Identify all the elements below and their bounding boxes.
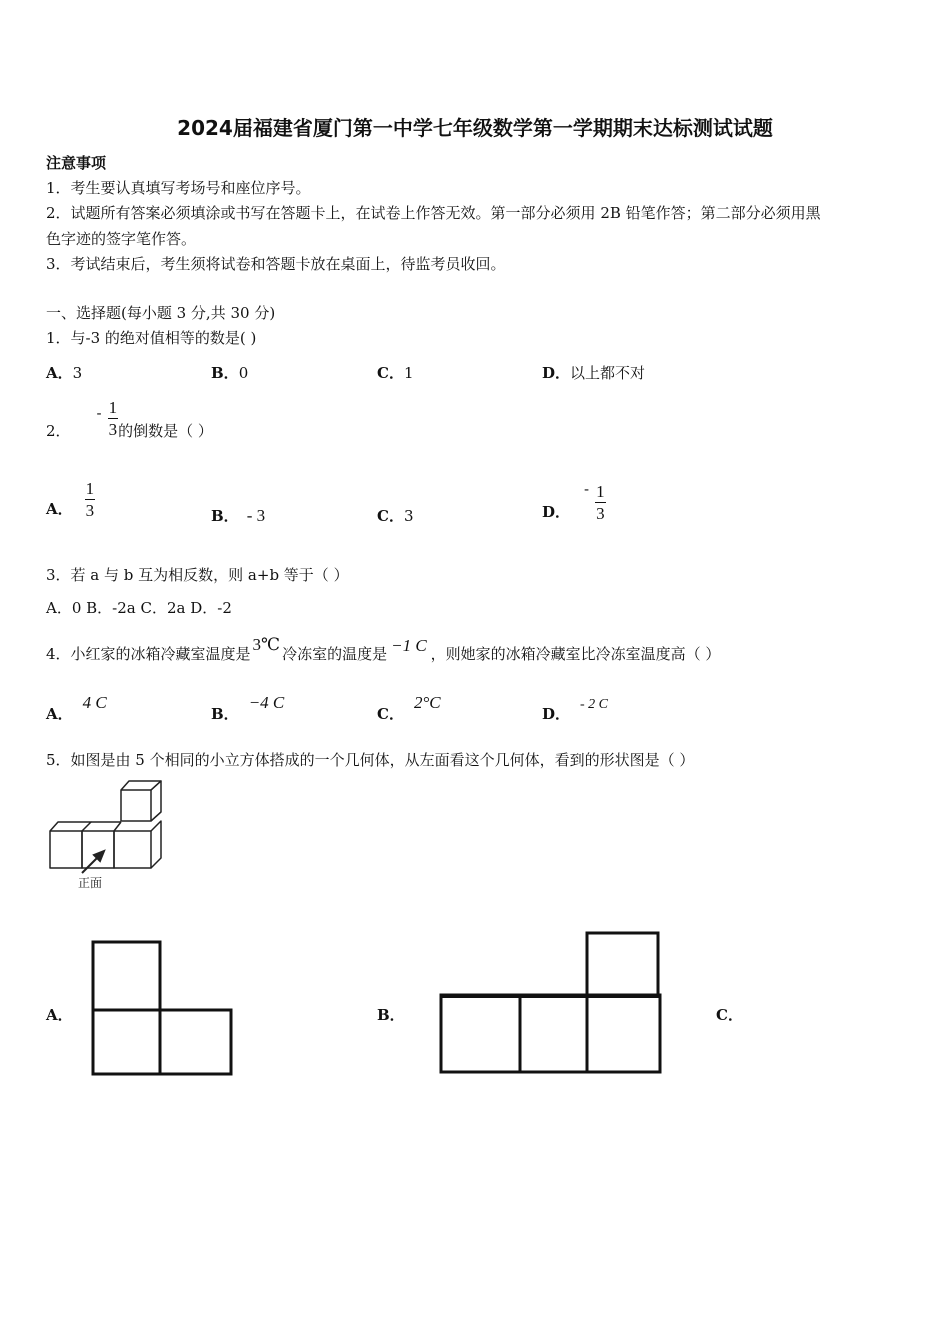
q2-option-b: B． - 3 (211, 506, 266, 525)
q2-option-c: C．3 (377, 507, 414, 525)
q5-option-c-label: C． (716, 1006, 743, 1024)
q4-option-d: D．- 2 C (542, 697, 609, 723)
notice-item-2: 2．试题所有答案必须填涂或书写在答题卡上，在试卷上作答无效。第一部分必须用 2B 铅笔作答；第二部分必须用黑 (46, 204, 821, 222)
q1-option-d: D．以上都不对 (542, 364, 646, 382)
q4-option-a: A．4 C (46, 693, 107, 723)
q4-stem: 4．小红家的冰箱冷藏室温度是 3℃ 冷冻室的温度是 −1 C ，则她家的冰箱冷藏室比冷冻室温度高（ ） (46, 635, 721, 663)
q2-fraction: $\frac{1}{3}$ (108, 398, 118, 439)
q1-option-b: B．0 (211, 364, 249, 382)
notice-heading: 注意事项 (46, 154, 107, 172)
notice-item-1: 1．考生要认真填写考场号和座位序号。 (46, 179, 311, 197)
q4-option-b: B．−4 C (211, 693, 285, 723)
q2-option-d: D． - $\frac{1}{3}$ (542, 480, 605, 523)
q2-stem: 2． - $\frac{1}{3}$ 的倒数是（ ） (46, 398, 213, 440)
q5-option-b-label: B． (377, 1006, 405, 1024)
page-title: 2024届福建省厦门第一中学七年级数学第一学期期末达标测试试题 (177, 116, 773, 140)
q5-option-a-label: A． (46, 1006, 73, 1024)
notice-item-2-cont: 色字迹的签字笔作答。 (46, 230, 197, 248)
notice-item-3: 3．考试结束后，考生须将试卷和答题卡放在桌面上，待监考员收回。 (46, 255, 506, 273)
q5-front-label: 正面 (78, 876, 103, 890)
q4-option-c: C．2°C (377, 693, 441, 723)
section-heading: 一、选择题(每小题 3 分,共 30 分) (46, 304, 276, 322)
q1-stem: 1．与-3 的绝对值相等的数是( ) (46, 329, 257, 347)
q5-option-b-figure (438, 930, 664, 1076)
q1-option-c: C．1 (377, 364, 414, 382)
q3-stem: 3．若 a 与 b 互为相反数，则 a+b 等于（ ） (46, 566, 349, 584)
q5-cube-figure (44, 776, 174, 894)
q3-options: A．0 B．-2a C．2a D．-2 (46, 599, 232, 617)
q5-option-a-figure (90, 940, 235, 1078)
q5-stem: 5．如图是由 5 个相同的小立方体搭成的一个几何体，从左面看这个几何体，看到的形状图是（ ） (46, 751, 695, 769)
q1-option-a: A．3 (46, 364, 83, 382)
q2-option-a: A． $\frac{1}{3}$ (46, 479, 95, 520)
